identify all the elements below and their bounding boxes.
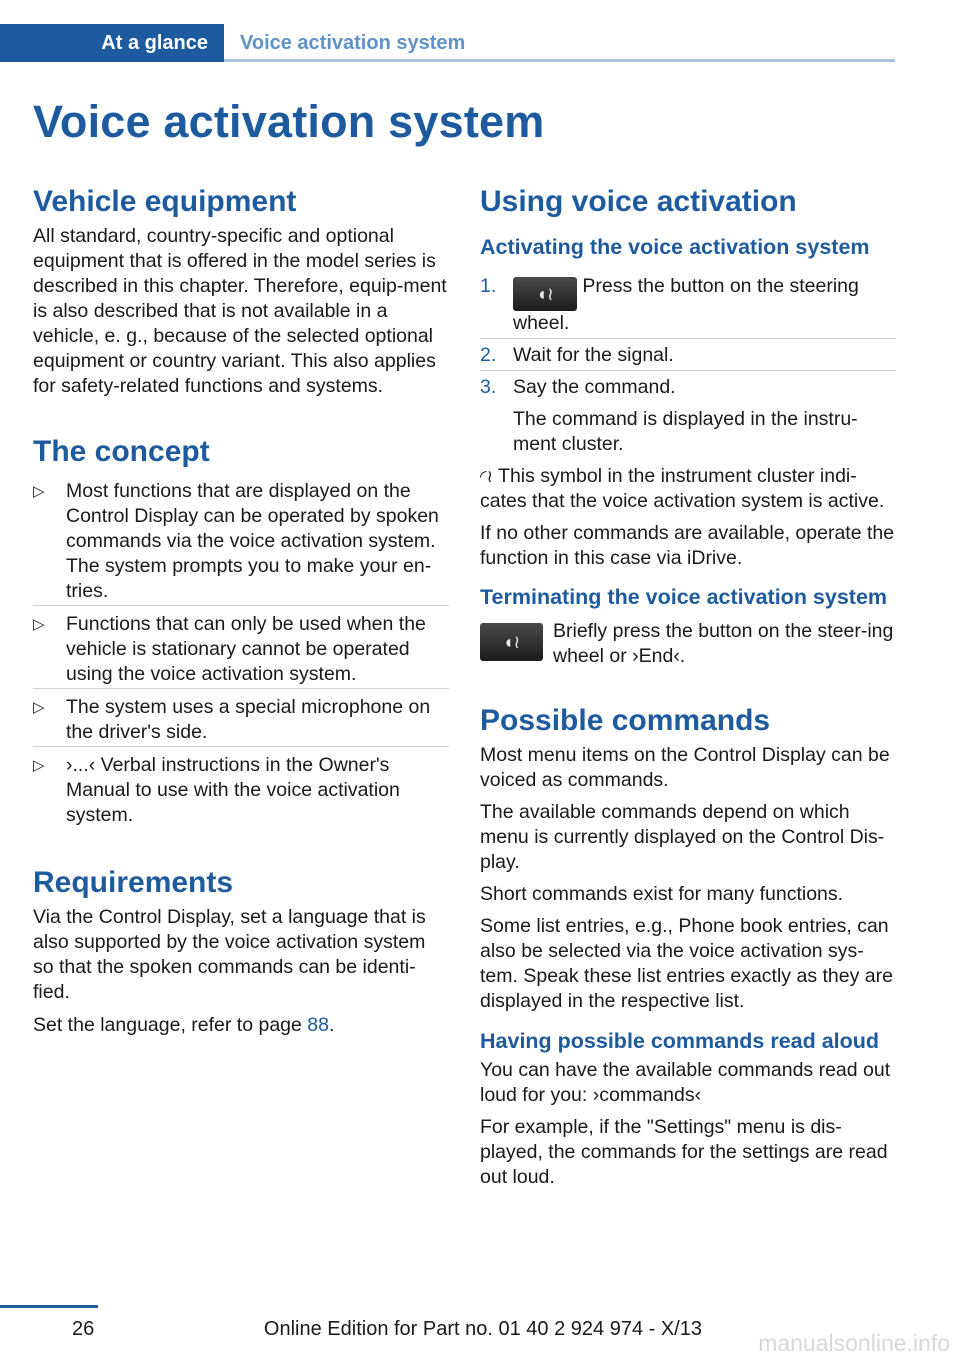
chapter-tab[interactable]: At a glance bbox=[0, 24, 224, 62]
possible-paragraph: Short commands exist for many functions. bbox=[480, 883, 844, 905]
terminating-heading: Terminating the voice activation system bbox=[480, 585, 888, 609]
activation-steps bbox=[480, 274, 896, 457]
watermark: manualsonline.info bbox=[758, 1330, 950, 1356]
list-item bbox=[33, 695, 449, 745]
triangle-bullet-icon: ▷ bbox=[33, 616, 45, 633]
possible-paragraph: Some list entries, e.g., Phone book entries, can also be selected via the voice activation sys-tem. Speak these list entries exactly as they are displayed in the respective list. bbox=[480, 915, 893, 1012]
footer-rule bbox=[0, 1305, 98, 1308]
list-item bbox=[480, 375, 896, 457]
edition-text: Online Edition for Part no. 01 40 2 924 974 - X/13 bbox=[263, 1318, 702, 1340]
possible-paragraph: Most menu items on the Control Display can be voiced as commands. bbox=[480, 744, 890, 791]
divider bbox=[33, 746, 449, 747]
voice-symbol-icon: ◜≀ bbox=[480, 467, 493, 486]
divider bbox=[33, 688, 449, 689]
terminating-block bbox=[480, 619, 896, 669]
concept-heading: The concept bbox=[33, 435, 210, 468]
triangle-bullet-icon: ▷ bbox=[33, 757, 45, 774]
page-number: 26 bbox=[72, 1318, 95, 1340]
list-item bbox=[33, 612, 449, 687]
concept-bullet-text: The system uses a special microphone on the driver's side. bbox=[66, 696, 431, 743]
reference-end: . bbox=[329, 1014, 335, 1036]
step-note: The command is displayed in the instru-ment cluster. bbox=[513, 408, 858, 455]
requirements-text: Via the Control Display, set a language that is also supported by the voice activation system so that the spoken commands can be identi-fied. bbox=[33, 906, 426, 1003]
terminating-text: Briefly press the button on the steer-ing wheel or ›End‹. bbox=[553, 620, 894, 667]
vehicle-equipment-heading: Vehicle equipment bbox=[33, 185, 297, 218]
concept-bullet-text: Functions that can only be used when the vehicle is stationary cannot be operated using the voice activation system. bbox=[66, 613, 426, 685]
list-item bbox=[480, 274, 896, 336]
voice-activation-button-icon: ◖≀ bbox=[513, 277, 577, 311]
symbol-paragraph bbox=[480, 464, 896, 514]
triangle-bullet-icon: ▷ bbox=[33, 483, 45, 500]
activating-heading: Activating the voice activation system bbox=[480, 235, 870, 259]
vehicle-equipment-text: All standard, country-specific and optional equipment that is offered in the model series is described in this chapter. Therefore, equip-ment is also described that is not available in a vehicle, e. g., because of the selected optional equipment or country variant. This also applies for safety-related functions and systems. bbox=[33, 225, 447, 397]
section-tab[interactable]: Voice activation system bbox=[240, 32, 466, 54]
no-commands-text: If no other commands are available, operate the function in this case via iDrive. bbox=[480, 522, 895, 569]
page-reference-link[interactable]: 88 bbox=[307, 1014, 329, 1036]
step-text: Say the command. bbox=[513, 376, 676, 398]
divider bbox=[480, 370, 896, 371]
concept-bullet-text: Most functions that are displayed on the Control Display can be operated by spoken commands via the voice activation system. The system prompts you to make your en-tries. bbox=[66, 480, 439, 602]
page-title: Voice activation system bbox=[33, 96, 545, 147]
requirements-heading: Requirements bbox=[33, 866, 234, 899]
list-item bbox=[33, 479, 449, 604]
header-rule bbox=[224, 59, 895, 62]
divider bbox=[33, 605, 449, 606]
step-number: 3. bbox=[480, 376, 497, 398]
right-column bbox=[480, 182, 896, 1190]
possible-commands-heading: Possible commands bbox=[480, 704, 771, 737]
read-aloud-paragraph: You can have the available commands read out loud for you: ›commands‹ bbox=[480, 1059, 891, 1106]
read-aloud-paragraph: For example, if the "Settings" menu is dis-played, the commands for the settings are read out loud. bbox=[480, 1116, 888, 1188]
possible-paragraph: The available commands depend on which menu is currently displayed on the Control Dis-play. bbox=[480, 801, 885, 873]
list-item bbox=[480, 343, 896, 368]
read-aloud-heading: Having possible commands read aloud bbox=[480, 1029, 880, 1053]
using-voice-heading: Using voice activation bbox=[480, 185, 797, 218]
list-item bbox=[33, 753, 449, 828]
requirements-reference bbox=[33, 1013, 449, 1038]
step-text: Wait for the signal. bbox=[513, 344, 674, 366]
step-text: Press the button on the steering wheel. bbox=[513, 275, 859, 334]
concept-list bbox=[33, 479, 449, 828]
step-number: 1. bbox=[480, 275, 497, 297]
voice-activation-button-icon: ◖≀ bbox=[480, 623, 543, 661]
reference-text: Set the language, refer to page bbox=[33, 1014, 308, 1036]
symbol-text: This symbol in the instrument cluster indi-cates that the voice activation system is active. bbox=[480, 465, 885, 512]
left-column bbox=[33, 182, 449, 1038]
concept-bullet-text: ›...‹ Verbal instructions in the Owner's Manual to use with the voice activation system. bbox=[66, 754, 400, 826]
step-number: 2. bbox=[480, 344, 497, 366]
triangle-bullet-icon: ▷ bbox=[33, 699, 45, 716]
divider bbox=[480, 338, 896, 339]
